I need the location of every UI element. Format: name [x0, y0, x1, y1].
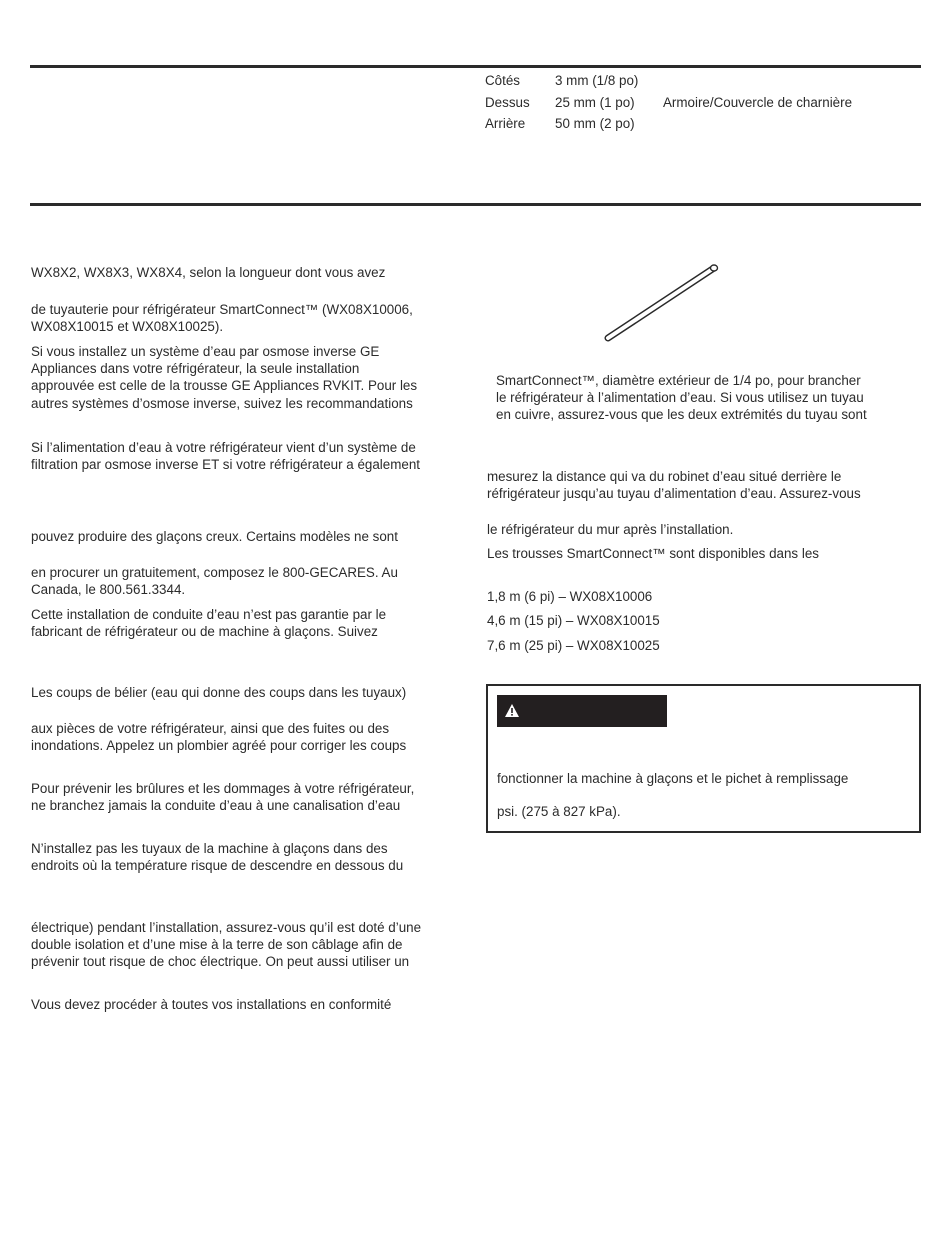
paragraph-hollow-cubes: pouvez produire des glaçons creux. Certains modèles ne sont	[31, 529, 398, 544]
warning-label	[497, 695, 667, 727]
list-item: 4,6 m (15 pi) – WX08X10015	[487, 613, 660, 628]
paragraph-measure-distance: mesurez la distance qui va du robinet d’eau situé derrière le réfrigérateur jusqu’au tuyau d’alimentation d’eau. Assurez-vous	[487, 469, 861, 502]
table-row	[485, 73, 852, 95]
paragraph-freezing: N’installez pas les tuyaux de la machine à glaçons dans des endroits où la température risque de descendre en dessous du	[31, 841, 404, 874]
tube-caption: SmartConnect™, diamètre extérieur de 1/4 po, pour brancher le réfrigérateur à l’alimentation d’eau. Si vous utilisez un tuyau en cuivre, assurez-vous que les deux extrémités du tuyau sont	[496, 373, 867, 423]
paragraph-electric-drill: électrique) pendant l’installation, assurez-vous qu’il est doté d’une double isolation et d’une mise à la terre de son câblage afin de prévenir tout risque de choc électrique. On peut aussi utiliser un	[31, 920, 422, 970]
top-rule	[30, 65, 921, 68]
clearance-side: Dessus	[485, 94, 530, 110]
paragraph-gecares: en procurer un gratuitement, composez le 800-GECARES. Au Canada, le 800.561.3344.	[31, 565, 398, 598]
paragraph-reverse-osmosis: Si vous installez un système d’eau par osmose inverse GE Appliances dans votre réfrigérateur, la seule installation approuvée est celle de la trousse GE Appliances RVKIT. Pour les autres systèmes d’osmose inverse, suivez les recommandations	[31, 344, 418, 411]
clearance-value: 3 mm (1/8 po)	[555, 73, 639, 88]
table-row	[485, 116, 852, 138]
table-row	[485, 95, 852, 117]
clearance-table	[485, 73, 852, 138]
paragraph-warranty: Cette installation de conduite d’eau n’est pas garantie par le fabricant de réfrigérateur ou de machine à glaçons. Suivez	[31, 607, 387, 640]
clearance-side: Arrière	[485, 116, 526, 131]
paragraph-smartconnect-kit: de tuyauterie pour réfrigérateur SmartConnect™ (WX08X10006, WX08X10015 et WX08X10025).	[31, 302, 413, 335]
section-rule	[30, 203, 921, 206]
warning-text: psi. (275 à 827 kPa).	[497, 804, 621, 819]
paragraph-move-refrigerator: le réfrigérateur du mur après l’installation.	[487, 522, 734, 537]
warning-box	[486, 684, 921, 833]
paragraph-codes: Vous devez procéder à toutes vos installations en conformité	[31, 997, 392, 1012]
paragraph-tubing-kits: WX8X2, WX8X3, WX8X4, selon la longueur dont vous avez	[31, 265, 386, 280]
clearance-value: 50 mm (2 po)	[555, 116, 635, 131]
list-item: 7,6 m (25 pi) – WX08X10025	[487, 638, 660, 653]
paragraph-kits-available: Les trousses SmartConnect™ sont disponibles dans les	[487, 546, 819, 561]
warning-text: fonctionner la machine à glaçons et le pichet à remplissage	[497, 771, 849, 786]
clearance-value: 25 mm (1 po)	[555, 94, 635, 110]
clearance-note	[663, 116, 852, 138]
clearance-note: Armoire/Couvercle de charnière	[663, 94, 853, 110]
paragraph-leaks: aux pièces de votre réfrigérateur, ainsi que des fuites ou des inondations. Appelez un plombier agréé pour corriger les coups	[31, 721, 407, 754]
water-tube-icon	[600, 260, 725, 346]
warning-triangle-icon	[504, 703, 520, 718]
clearance-side: Côtés	[485, 73, 520, 88]
paragraph-water-hammer: Les coups de bélier (eau qui donne des coups dans les tuyaux)	[31, 685, 407, 700]
clearance-note	[663, 73, 852, 95]
list-item: 1,8 m (6 pi) – WX08X10006	[487, 589, 653, 604]
paragraph-ro-filtration: Si l’alimentation d’eau à votre réfrigérateur vient d’un système de filtration par osmose inverse ET si votre réfrigérateur a également	[31, 440, 421, 473]
paragraph-burns: Pour prévenir les brûlures et les dommages à votre réfrigérateur, ne branchez jamais la conduite d’eau à une canalisation d’eau	[31, 781, 415, 814]
